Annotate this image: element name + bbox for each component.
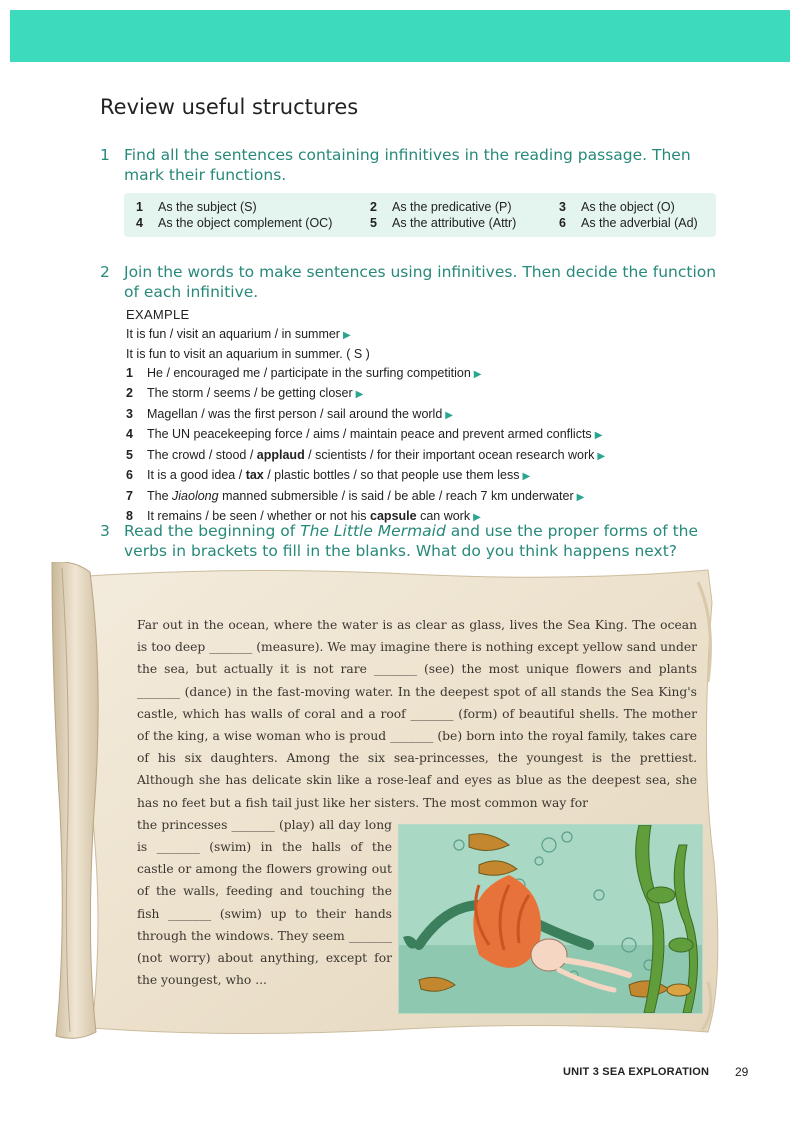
functions-row [136,216,716,232]
exercise-item: 5 The crowd / stood / applaud / scientists / for their important ocean research work ▶ [126,447,606,462]
function-item: 2 As the predicative (P) [370,200,512,214]
exercise-block [126,306,726,528]
arrow-icon: ▶ [522,471,531,482]
arrow-icon: ▶ [594,430,603,441]
exercise-item: 6 It is a good idea / tax / plastic bottles / so that people use them less ▶ [126,468,531,482]
example-prompt: It is fun / visit an aquarium / in summer ▶ [126,326,351,341]
task-instruction: Join the words to make sentences using infinitives. Then decide the function of each infinitive. [124,263,717,301]
arrow-icon: ▶ [473,512,481,523]
italic-word: Jiaolong [172,488,219,503]
function-item: 3 As the object (O) [559,200,675,214]
arrow-icon: ▶ [342,329,351,341]
arrow-icon: ▶ [445,409,453,421]
task-1 [100,145,720,185]
page-number: 29 [735,1065,749,1079]
task-instruction: Read the beginning of The Little Mermaid and use the proper forms of the verbs in brackets to fill in the blanks. What do you think happens next? [124,522,699,560]
function-item: 4 As the object complement (OC) [136,216,333,230]
exercise-item: 8 It remains / be seen / whether or not his capsule can work ▶ [126,509,481,523]
bold-word: applaud [256,447,305,462]
header-band [10,10,790,62]
task-number: 2 [100,263,110,281]
function-item: 6 As the adverbial (Ad) [559,216,698,230]
arrow-icon: ▶ [576,491,585,503]
story-title: The Little Mermaid [300,522,446,540]
arrow-icon: ▶ [473,368,482,380]
task-3 [100,521,720,561]
story-paragraph: Far out in the ocean, where the water is as clear as glass, lives the Sea King. The ocean is too deep _______ (measure). We may imagine there is nothing except yellow sand under the sea, but actually it is not rare _______ (see) the most unique flowers and plants _______ (dance) in the fast-moving water. In the deepest spot of all stands the Sea King's castle, which has walls of coral and a roof _______ (form) of beautiful shells. The mother of the king, a wise woman who is proud _______ (be) born into the royal family, takes care of his six daughters. Among the six sea-princesses, the youngest is the prettiest. Although she has delicate skin like a rose-leaf and eyes as blue as the deepest sea, she has no feet but a fish tail just like her sisters. The most common way for [137,618,697,810]
story-paragraph-continued: the princesses _______ (play) all day long is _______ (swim) in the halls of the castle or among the flowers growing out of the walls, feeding and touching the fish _______ (swim) up to their hands through the windows. They seem _______ (not worry) about anything, except for the youngest, who ... [137,817,392,988]
task-instruction: Find all the sentences containing infinitives in the reading passage. Then mark their functions. [124,146,691,184]
function-item: 1 As the subject (S) [136,200,257,214]
functions-row [136,200,716,216]
functions-box [124,193,716,237]
task-number: 1 [100,146,110,164]
mermaid-illustration [398,824,703,1014]
task-2 [100,262,720,302]
exercise-item: 7 The Jiaolong manned submersible / is said / be able / reach 7 km underwater ▶ [126,488,585,503]
exercise-item: 2 The storm / seems / be getting closer ▶ [126,386,364,400]
exercise-item: 1 He / encouraged me / participate in the surfing competition ▶ [126,365,482,380]
example-answer: It is fun to visit an aquarium in summer. ( S ) [126,347,370,361]
section-title: Review useful structures [100,95,359,119]
example-label: EXAMPLE [126,307,190,322]
bold-word: capsule [370,509,417,523]
exercise-item: 4 The UN peacekeeping force / aims / maintain peace and prevent armed conflicts ▶ [126,427,603,441]
task-number: 3 [100,522,110,540]
arrow-icon: ▶ [597,450,606,462]
footer-unit-label: UNIT 3 SEA EXPLORATION [563,1066,710,1078]
exercise-item: 3 Magellan / was the first person / sail around the world ▶ [126,406,453,421]
function-item: 5 As the attributive (Attr) [370,216,517,230]
arrow-icon: ▶ [355,389,364,400]
bold-word: tax [245,468,264,482]
